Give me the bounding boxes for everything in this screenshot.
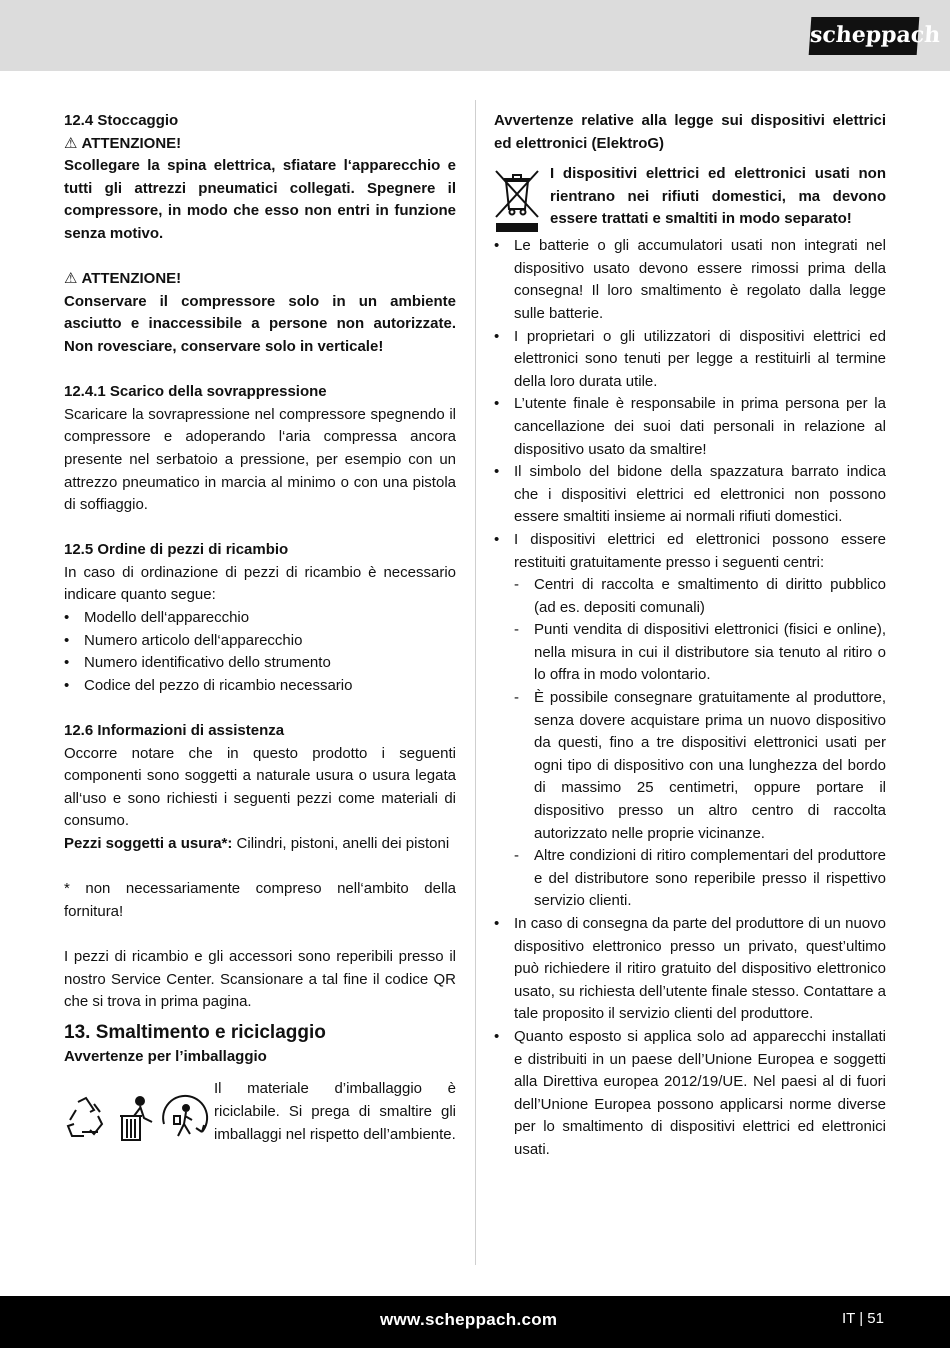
list-item	[494, 529, 886, 913]
list-item: • L’utente finale è responsabile in prima persona per la cancellazione dei suoi dati personali in relazione al dispositivo usato da smaltire!	[494, 393, 886, 461]
header-bar	[0, 0, 950, 71]
list-item: • In caso di consegna da parte del produttore di un nuovo dispositivo elettronico presso un privato, quest’ultimo può richiedere il ritiro gratuito del dispositivo elettronico usato, su richiesta dell’utente finale stesso. Contattare a tale proposito il servizio clienti del produttore.	[494, 913, 886, 1026]
return-centers-list	[514, 574, 886, 913]
section-13-title: 13. Smaltimento e riciclaggio	[64, 1021, 326, 1043]
list-item: • Numero identificativo dello strumento	[64, 652, 456, 675]
brand-logo: scheppach	[809, 17, 920, 55]
section-12-5-text: In caso di ordinazione di pezzi di ricambio è necessario indicare quanto segue:	[64, 563, 456, 604]
wear-parts	[64, 833, 456, 856]
spare-parts-list	[64, 607, 456, 697]
list-item: - Centri di raccolta e smaltimento di diritto pubblico (ad es. depositi comunali)	[514, 574, 886, 619]
warning-2-heading	[64, 268, 456, 291]
section-12-4-1-title: 12.4.1 Scarico della sovrappressione	[64, 383, 327, 401]
packaging-text: Il materiale d’imballaggio è riciclabile. Si prega di smaltire gli imballaggi nel rispetto dell’ambiente.	[214, 1080, 456, 1143]
section-12-4-title: 12.4 Stoccaggio	[64, 112, 179, 129]
weee-title: Avvertenze relative alla legge sui dispositivi elettrici ed elettronici (ElektroG)	[494, 112, 886, 152]
list-item: • Modello dell‘apparecchio	[64, 607, 456, 630]
recycle-person-icon	[163, 1096, 207, 1136]
packaging-notice	[64, 1078, 456, 1173]
service-text: I pezzi di ricambio e gli accessori sono reperibili presso il nostro Service Center. Scansionare a tal fine il codice QR che si trova in prima pagina.	[64, 947, 456, 1011]
litter-bin-icon	[120, 1097, 152, 1140]
list-item: • Le batterie o gli accumulatori usati non integrati nel dispositivo usato devono essere rimossi prima della consegna! Il loro smaltimento è regolato dalla legge sulle batterie.	[494, 235, 886, 325]
warning-1-label: ATTENZIONE!	[81, 134, 182, 152]
weee-bold-text: I dispositivi elettrici ed elettronici usati non rientrano nei rifiuti domestici, ma devono essere trattati e smaltiti in modo separato!	[550, 165, 886, 228]
section-12-6-title: 12.6 Informazioni di assistenza	[64, 722, 285, 740]
footnote: * non necessariamente compreso nell‘ambito della fornitura!	[64, 880, 456, 920]
list-item-text: I dispositivi elettrici ed elettronici possono essere restituiti gratuitamente presso i seguenti centri:	[514, 530, 886, 571]
list-item: • Quanto esposto si applica solo ad apparecchi installati e distribuiti in un paese dell’Unione Europea e soggetti alla Direttiva europea 2012/19/UE. Nel paesi al di fuori dell’Unione Europea possono applicarsi norme diverse per lo smaltimento di dispositivi elettrici ed elettronici usati.	[494, 1026, 886, 1162]
warning-2-label: ATTENZIONE!	[81, 270, 182, 288]
crossed-bin-icon	[494, 167, 540, 233]
packaging-icons	[64, 1094, 210, 1144]
right-column	[494, 110, 886, 1162]
section-12-6-text: Occorre notare che in questo prodotto i seguenti componenti sono soggetti a naturale usura o usura legata all‘uso e sono richiesti i seguenti pezzi come materiali di consumo.	[64, 744, 456, 830]
list-item: • Il simbolo del bidone della spazzatura barrato indica che i dispositivi elettrici ed elettronici non possono essere smaltiti insieme ai normali rifiuti domestici.	[494, 461, 886, 529]
list-item: • Codice del pezzo di ricambio necessario	[64, 675, 456, 698]
warning-2-text: Conservare il compressore solo in un ambiente asciutto e inaccessibile a persone non autorizzate. Non rovesciare, conservare solo in verticale!	[64, 292, 456, 355]
section-12-5-title: 12.5 Ordine di pezzi di ricambio	[64, 541, 289, 559]
footer-bar	[0, 1296, 950, 1348]
warning-1-text: Scollegare la spina elettrica, sfiatare l‘apparecchio e tutti gli attrezzi pneumatici collegati. Spegnere il compressore, in modo che esso non entri in funzione senza motivo.	[64, 157, 456, 242]
weee-notice	[494, 163, 886, 235]
list-item: - È possibile consegnare gratuitamente al produttore, senza dovere acquistare prima un nuovo dispositivo da questi, fino a tre dispositivi elettronici usati per ogni tipo di dispositivo con una lunghezza del bordo di massimo 25 centimetri, oppure portare il dispositivo presso un altro centro di raccolta autorizzato nelle proprie vicinanze.	[514, 687, 886, 845]
column-divider	[475, 100, 476, 1265]
recycle-icon	[68, 1098, 102, 1136]
warning-icon: ⚠	[64, 270, 78, 288]
wear-parts-text: Cilindri, pistoni, anelli dei pistoni	[232, 835, 450, 852]
section-12-4-1-text: Scaricare la sovrapressione nel compressore spegnendo il compressore e adoperando l‘aria compressa ancora presente nel serbatoio a pressione, per esempio con un attrezzo pneumatico in marcia al minimo o con una pistola di soffiaggio.	[64, 405, 456, 514]
footer-url[interactable]: www.scheppach.com	[380, 1310, 558, 1329]
left-column	[64, 110, 456, 1173]
list-item: • I proprietari o gli utilizzatori di dispositivi elettrici ed elettronici sono tenuti per legge a restituirli al termine della loro durata utile.	[494, 326, 886, 394]
page-number: IT | 51	[842, 1310, 884, 1327]
warning-icon: ⚠	[64, 134, 78, 152]
list-item: • Numero articolo dell‘apparecchio	[64, 630, 456, 653]
wear-parts-label: Pezzi soggetti a usura*:	[64, 835, 233, 852]
list-item: - Punti vendita di dispositivi elettronici (fisici e online), nella misura in cui il distributore sia tenuto al ritiro o lo offra in modo volontario.	[514, 619, 886, 687]
weee-list	[494, 235, 886, 1161]
warning-1-heading	[64, 133, 456, 156]
packaging-title: Avvertenze per l’imballaggio	[64, 1047, 267, 1065]
list-item: - Altre condizioni di ritiro complementari del produttore e del distributore sono reperibile presso il rispettivo servizio clienti.	[514, 845, 886, 913]
